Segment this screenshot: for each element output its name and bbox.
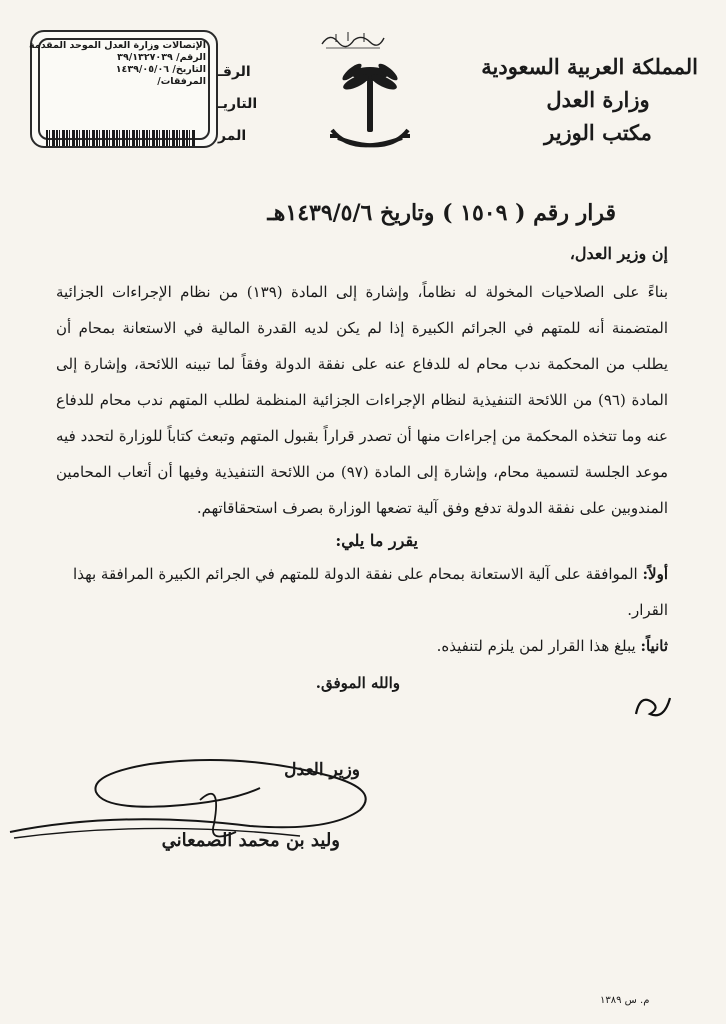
decision-date-label: وتاريخ — [380, 200, 435, 226]
body-paragraph: بناءً على الصلاحيات المخولة له نظاماً، وإشارة إلى المادة (١٣٩) من نظام الإجراءات الجزائية المتضمنة أنه للمتهم في الجرائم الكبيرة إذا لم يكن لديه القدرة المالية في الاستعانة بمحام أن يطلب من المحكمة ندب محام له للدفاع عنه على نفقة الدولة وفقاً لما تبينه اللائحة، وإشارة إلى المادة (٩٦) من اللائحة التنفيذية لنظام الإجراءات الجزائية المنظمة لطلب المتهم ندب محام للدفاع عنه وما تتخذه المحكمة من إجراءات منها أن تصدر قراراً بقبول المتهم وتبعث كتاباً للوزارة لتحدد فيه موعد الجلسة لتسمية محام، وإشارة إلى المادة (٩٧) من اللائحة التنفيذية وفيها أن أتعاب المحامين المندوبين على نفقة الدولة تدفع وفق آلية تضعها الوزارة بصرف استحقاقاتهم. — [56, 283, 668, 517]
stamp-date-row — [56, 64, 206, 76]
letterhead-date-label: التاريـ — [218, 96, 258, 112]
stamp-ref-label: الرقم/ — [176, 52, 206, 63]
stamp-date-label: التاريخ/ — [172, 64, 206, 75]
basmala-calligraphy — [318, 28, 388, 52]
item-label: ثانياً: — [640, 637, 668, 655]
ministry-name: وزارة العدل — [546, 87, 650, 112]
stamp-ref-value: ٣٩/١٣٢٧٠٣٩ — [117, 52, 173, 63]
decision-item-first — [56, 556, 668, 628]
stamp-date-value: ١٤٣٩/٠٥/٠٦ — [115, 64, 170, 75]
stamp-header: الإتصالات وزارة العدل الموحد المقدمة — [29, 40, 206, 51]
initials-mark-icon — [630, 684, 676, 724]
stamp-text — [29, 40, 206, 88]
stamp-attachments-label: المرفقات/ — [157, 76, 206, 87]
signatory-title: وزير العدل — [284, 760, 360, 780]
decision-number: ١٥٠٩ — [460, 200, 508, 226]
decision-item-second — [56, 628, 668, 664]
kingdom-name: المملكة العربية السعودية — [481, 54, 698, 79]
item-text: يبلغ هذا القرار لمن يلزم لتنفيذه. — [436, 637, 636, 655]
decides-heading: يقرر ما يلي: — [335, 531, 418, 550]
decision-label: قرار رقم — [533, 200, 616, 226]
office-name: مكتب الوزير — [544, 120, 652, 145]
closing-line: والله الموفق. — [315, 674, 400, 692]
palm-swords-emblem-icon — [322, 60, 418, 160]
body-heading: إن وزير العدل، — [569, 244, 668, 263]
barcode-icon — [46, 130, 196, 146]
decision-title: قرار رقم ( ١٥٠٩ ) وتاريخ ١٤٣٩/٥/٦هـ — [267, 200, 616, 226]
letterhead-ref-label: الرقـ — [218, 64, 251, 80]
stamp-ref-row — [56, 52, 206, 64]
decision-body — [56, 240, 668, 713]
decision-date: ١٤٣٩/٥/٦هـ — [267, 200, 373, 226]
footer-ref: م. س ١٣٨٩ — [600, 995, 650, 1006]
ministry-header — [481, 50, 698, 149]
letterhead-attachments-label: المر — [218, 128, 247, 144]
item-label: أولاً: — [642, 565, 668, 583]
registry-stamp — [30, 30, 218, 148]
item-text: الموافقة على آلية الاستعانة بمحام على نفقة الدولة للمتهم في الجرائم الكبيرة المرافقة بهذا القرار. — [73, 565, 668, 619]
signatory-name: وليد بن محمد الصمعاني — [161, 830, 340, 851]
